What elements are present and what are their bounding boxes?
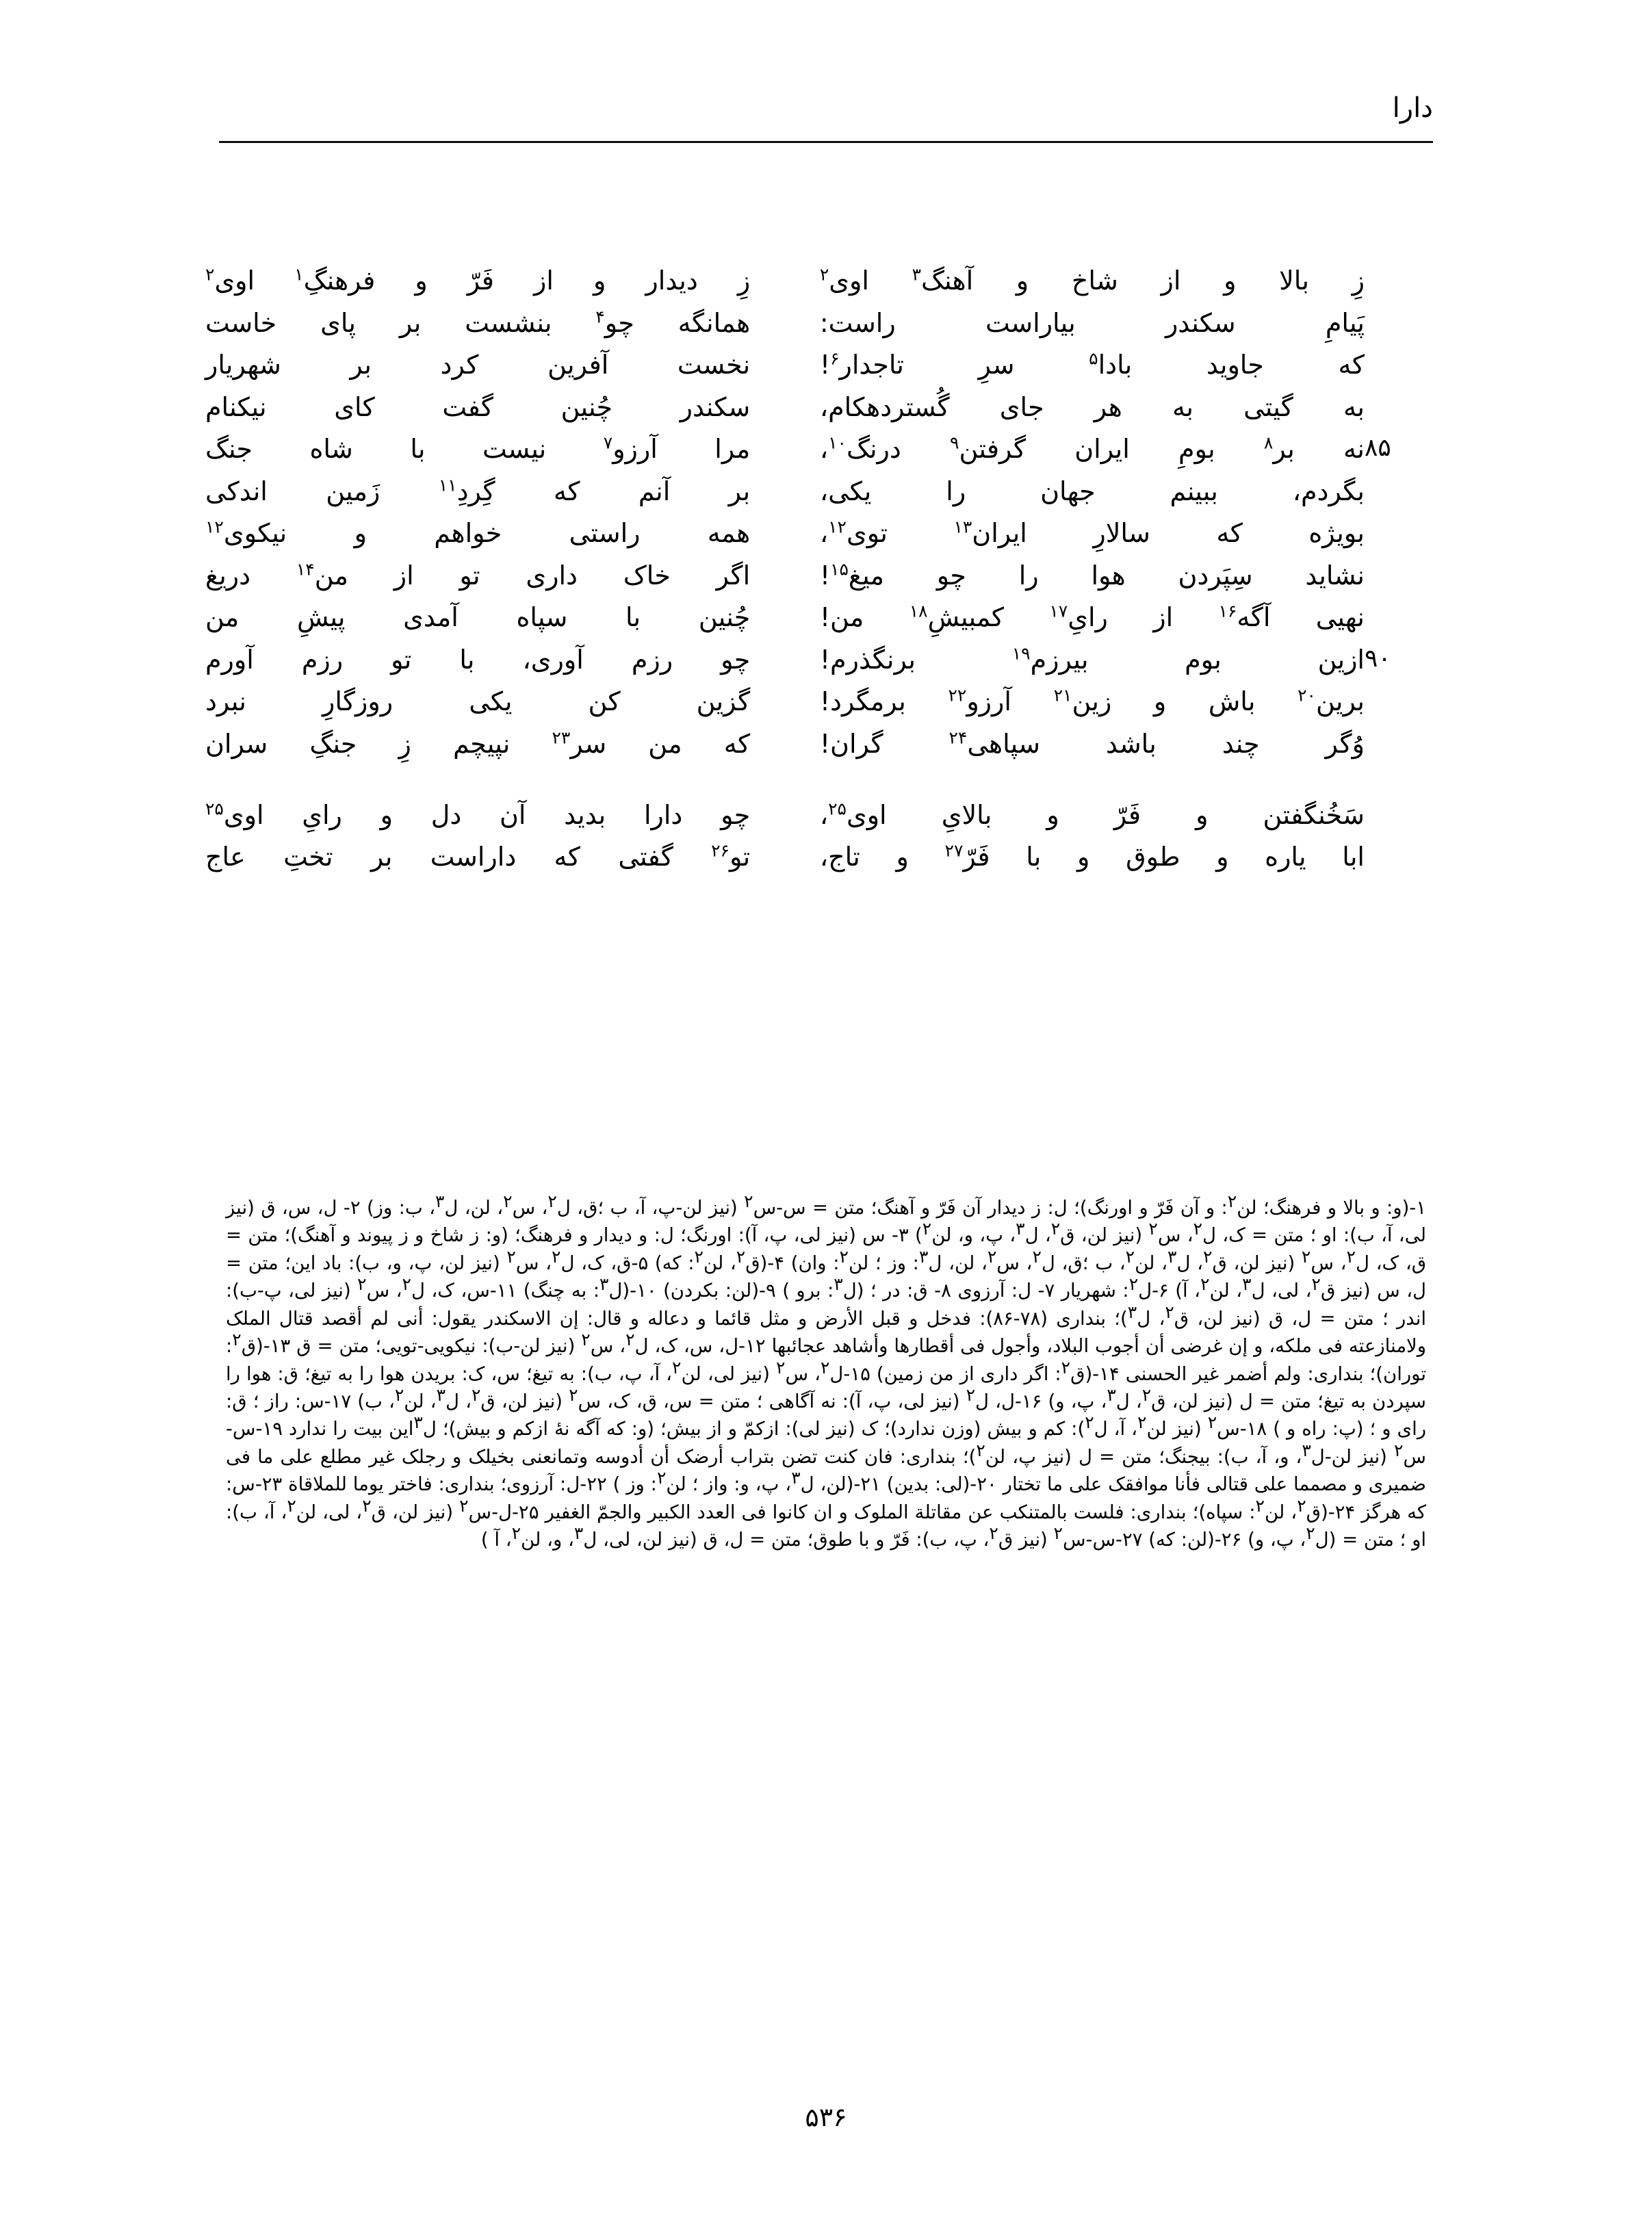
footnote-marker: ۱۹: [1011, 643, 1031, 664]
hemistich-first: چُنین با سپاه آمدی پیشِ من: [205, 602, 751, 633]
footnote-marker: ۶: [830, 348, 840, 369]
verse-area: [205, 260, 1447, 1061]
hemistich-second: ازین بوم بیرزم$^{۱۹}$ برنگذرم!: [819, 643, 1365, 675]
footnote-marker: ۹: [950, 432, 959, 453]
footnote-marker: ۲۵: [828, 798, 847, 818]
apparatus-superscript: ۲: [1050, 1219, 1061, 1239]
apparatus-superscript: ۲: [976, 1440, 985, 1460]
verse-couplet-row: [205, 344, 1447, 387]
footnote-marker: ۱۳: [953, 517, 972, 537]
footnote-marker: ۱۰: [828, 432, 847, 453]
couplet-spacer: [205, 766, 1447, 794]
column-gutter: [750, 260, 820, 302]
footnote-marker: ۲۳: [552, 727, 571, 748]
verse-table: [205, 260, 1447, 879]
verse-couplet-row: [205, 260, 1447, 302]
column-gutter: [750, 681, 820, 723]
apparatus-superscript: ۲: [1311, 1274, 1321, 1295]
critical-apparatus: [226, 1191, 1427, 1553]
hemistich-second: وُگر چند باشد سپاهی$^{۲۴}$ گران!: [819, 727, 1365, 760]
apparatus-superscript: ۲: [1297, 1495, 1306, 1516]
apparatus-superscript: ۳: [834, 1274, 843, 1295]
apparatus-superscript: ۲: [1203, 1246, 1213, 1267]
apparatus-superscript: ۲: [394, 1384, 404, 1405]
hemistich-second: نشاید سِپَردن هوا را چو میغ$^{۱۵}$!: [819, 559, 1365, 591]
page-header: [219, 94, 1433, 160]
footnote-marker: ۲۷: [944, 840, 964, 861]
apparatus-superscript: ۲: [966, 1384, 975, 1405]
apparatus-superscript: ۲: [1053, 1523, 1063, 1543]
apparatus-superscript: ۲: [357, 1274, 367, 1295]
apparatus-superscript: ۲: [1085, 1412, 1094, 1433]
column-gutter: [750, 302, 820, 345]
verse-number: [1365, 387, 1447, 429]
apparatus-superscript: ۲: [922, 1219, 932, 1239]
apparatus-superscript: ۲: [506, 1246, 516, 1267]
footnote-marker: ۲۴: [948, 727, 968, 748]
apparatus-superscript: ۳: [1167, 1246, 1177, 1267]
apparatus-superscript: ۲: [459, 1495, 469, 1516]
column-gutter: [750, 344, 820, 387]
hemistich-second: پَیامِ سکندر بیاراست راست:: [819, 307, 1365, 338]
hemistich-first: اگر خاک داری تو از من$^{۱۴}$ دریغ: [205, 559, 751, 591]
apparatus-superscript: ۲: [1346, 1246, 1356, 1267]
apparatus-superscript: ۳: [413, 1412, 423, 1433]
verse-number: [1365, 723, 1447, 766]
apparatus-superscript: ۲: [552, 1246, 561, 1267]
footnote-marker: ۵: [1089, 348, 1098, 369]
header-rule-divider: [219, 141, 1433, 143]
hemistich-first: مرا آرزو$^۷$ نیست با شاه جنگ: [205, 432, 751, 465]
apparatus-superscript: ۳: [1302, 1440, 1311, 1460]
hemistich-second: به گیتی به هر جای گُستردهکام،: [819, 391, 1365, 422]
apparatus-superscript: ۲: [1255, 1495, 1265, 1516]
verse-number: [1365, 471, 1447, 513]
verse-couplet-row: [205, 513, 1447, 555]
apparatus-superscript: ۲: [1128, 1274, 1139, 1295]
verse-couplet-row: [205, 681, 1447, 723]
hemistich-first: که من سر$^{۲۳}$ نپیچم زِ جنگِ سران: [205, 727, 751, 760]
verse-number: [1365, 681, 1447, 723]
apparatus-superscript: ۲: [362, 1495, 372, 1516]
verse-number: [1365, 597, 1447, 639]
verse-couplet-row: [205, 794, 1447, 837]
column-gutter: [750, 471, 820, 513]
apparatus-superscript: ۲: [694, 1246, 704, 1267]
apparatus-superscript: ۲: [1200, 1274, 1210, 1295]
footnote-marker: ۱۲: [828, 517, 847, 537]
column-gutter: [750, 723, 820, 766]
apparatus-superscript: ۲: [232, 1329, 242, 1349]
hemistich-second: نه بر$^۸$ بومِ ایران گرفتن$^۹$ درنگ$^{۱۰}$،: [819, 432, 1365, 465]
apparatus-superscript: ۲: [1125, 1246, 1135, 1267]
footnote-marker: ۲۰: [1298, 685, 1316, 706]
hemistich-first: نخست آفرین کرد بر شهریار: [205, 350, 751, 380]
hemistich-second: ابا یاره و طوق و با فَرّ$^{۲۷}$ و تاج،: [819, 840, 1365, 872]
footnote-marker: ۲۱: [1053, 685, 1072, 706]
apparatus-superscript: ۲: [1193, 1219, 1203, 1239]
column-gutter: [750, 639, 820, 682]
verse-couplet-row: [205, 597, 1447, 639]
hemistich-first: تو$^{۲۶}$ گفتی که داراست بر تختِ عاج: [205, 840, 751, 872]
apparatus-superscript: ۲: [989, 1523, 998, 1543]
page-number: ۵۳۶: [805, 2102, 847, 2132]
apparatus-superscript: ۲: [402, 1274, 411, 1295]
apparatus-superscript: ۳: [435, 1191, 445, 1211]
footnote-marker: ۸: [1263, 432, 1274, 453]
footnote-marker: ۱۱: [438, 475, 457, 495]
footnote-marker: ۱۷: [1049, 601, 1068, 621]
apparatus-superscript: ۳: [918, 1246, 929, 1267]
apparatus-superscript: ۲: [1301, 1246, 1311, 1267]
apparatus-superscript: ۲: [656, 1468, 667, 1488]
apparatus-superscript: ۲: [1306, 1523, 1315, 1543]
apparatus-superscript: ۲: [625, 1329, 635, 1349]
hemistich-second: که جاوید بادا$^۵$ سرِ تاجدار$^۶$!: [819, 348, 1365, 380]
column-gutter: [750, 428, 820, 471]
verse-couplet-row: [205, 471, 1447, 513]
apparatus-superscript: ۲: [776, 1357, 786, 1377]
verse-number: [1365, 260, 1447, 302]
apparatus-superscript: ۲: [1032, 1246, 1042, 1267]
apparatus-superscript: ۳: [436, 1384, 446, 1405]
apparatus-paragraph: ۱-(و: و بالا و فرهنگ؛ لن$^۲$: و آن فَرّ و اورنگ)؛ ل: ز دیدار آن فَرّ و آهنگ؛ متن = س-س$^۲$ (نیز لن-پ، آ، ب ؛ق، ل$^۲$، س$^۲$، لن، ل$^۳$، ب: وز) ۲- ل، س، ق (نیز لی، آ، ب): او ؛ متن = ک، ل$^۲$، س$^۲$ (نیز لن، ق$^۲$، ل$^۳$، پ، و، لن$^۲$) ۳- س (نیز لی، پ، آ): اورنگ؛ ل: و دیدار و فرهنگ؛ (و: ز شاخ و ز پیوند و آهنگ)؛ متن = ق، ک، ل$^۲$، س$^۲$ (نیز لن، ق$^۲$، ل$^۳$، لن$^۲$، ب ؛ق، ل$^۲$، س$^۲$، لن، ل$^۳$: وز ؛ لن$^۲$: وان) ۴-(ق$^۲$، لن$^۲$: که) ۵-ق، ک، ل$^۲$، س$^۲$ (نیز لن، پ، و، ب): باد این؛ متن = ل، س (نیز ق$^۲$، لی، ل$^۳$، لن$^۲$، آ) ۶-ل$^۲$: شهریار ۷- ل: آرزوی ۸- ق: در ؛ (ل$^۳$: برو ) ۹-(لن: بکردن) ۱۰-(ل$^۳$: به چنگ) ۱۱-س، ک، ل$^۲$، س$^۲$ (نیز لی، پ-ب): اندر ؛ متن = ل، ق (نیز لن، ق$^۲$، ل$^۳$)؛ بنداری (۷۸-۸۶): فدخل و قبل الأرض و مثل قائما و دعاله و قال: إن الاسكندر يقول: أنی لم أقصد قتال الملک ولامنازعته فی ملكه، و إن غرضی أن أجوب البلاد، وأجول فی أقطارها وأشاهد عجائبها ۱۲-ل، س، ک، ل$^۲$، س$^۲$ (نیز لن-ب): نیکویی-تویی؛ متن = ق ۱۳-(ق$^۲$: توران)؛ بنداری: ولم أضمر غیر الحسنی ۱۴-(ق$^۲$: اگر داری از من زمین) ۱۵-ل$^۲$، س$^۲$ (نیز لی، لن$^۲$، آ، پ، ب): به تیغ؛ س، ک: بریدن هوا را به تیغ؛ ق: هوا را سپردن به تیغ؛ متن = ل (نیز لن، ق$^۲$، ل$^۳$، پ، و) ۱۶-ل، ل$^۲$ (نیز لی، پ، آ): نه آگاهی ؛ متن = س، ق، ک، س$^۲$ (نیز لن، ق$^۲$، ل$^۳$، لن$^۲$، ب) ۱۷-س: راز ؛ ق: رای و ؛ (پ: راه و ) ۱۸-س$^۲$ (نیز لن$^۲$، آ، ل$^۲$): کم و بیش (وزن ندارد)؛ ک (نیز لی): ازکمّ و از بیش؛ (و: که آگه نهٔ ازکم و بیش)؛ ل$^۳$این بیت را ندارد ۱۹-س-س$^۲$ (نیز لن-ل$^۳$، و، آ، ب): بیجنگ؛ متن = ل (نیز پ، لن$^۲$)؛ بنداری: فان کنت تضن بتراب أرضک أن أدوسه وتمانعنی بخیلک و رجلک غیر مطلع علی ما فی ضمیری و مصمما علی قتالی فأنا موافقک علی ما تختار ۲۰-(لی: بدین) ۲۱-(لن، ل$^۳$، پ، و: واز ؛ لن$^۲$: وز ) ۲۲-ل: آرزوی؛ بنداری: فاختر یوما للملاقاة ۲۳-س: که هرگز ۲۴-(ق$^۲$، لن$^۲$: سپاه)؛ بنداری: فلست بالمتنكب عن مقاتلة الملوک و ان کانوا فی العدد الكبیر والجمّ الغفیر ۲۵-ل-س$^۲$ (نیز لن، ق$^۲$، لی، لن$^۲$، آ، ب): او ؛ متن = (ل$^۲$، پ، و) ۲۶-(لن: که) ۲۷-س-س$^۲$ (نیز ق$^۲$، پ، ب): فَرّ و با طوق؛ متن = ل، ق (نیز لن، لی، ل$^۳$، و، لن$^۲$، آ ): [226, 1191, 1427, 1551]
verse-couplet-row: [205, 555, 1447, 597]
verse-number: [1365, 344, 1447, 387]
apparatus-superscript: ۲: [547, 1191, 557, 1211]
footnote-marker: ۱۵: [830, 559, 849, 580]
verse-couplet-row: [205, 387, 1447, 429]
apparatus-superscript: ۳: [1242, 1274, 1252, 1295]
hemistich-first: همه راستی خواهم و نیکوی$^{۱۲}$: [205, 517, 751, 549]
verse-couplet-row: [205, 302, 1447, 345]
verse-number: [1365, 302, 1447, 345]
footnote-marker: ۱۴: [296, 559, 315, 580]
apparatus-superscript: ۲: [1393, 1440, 1404, 1460]
verse-number: [1365, 836, 1447, 879]
footnote-marker: ۱: [294, 264, 304, 285]
apparatus-superscript: ۲: [569, 1384, 578, 1405]
hemistich-first: بر آنم که گِردِ$^{۱۱}$ زَمین اندکی: [205, 475, 751, 506]
hemistich-first: زِ دیدار و از فَرّ و فرهنگِ$^۱$ اوی$^۲$: [205, 264, 751, 296]
hemistich-first: چو رزم آوری، با تو رزم آورم: [205, 644, 751, 675]
footnote-marker: ۱۶: [1218, 601, 1237, 621]
verse-number: ۸۵: [1365, 434, 1391, 463]
column-gutter: [750, 794, 820, 837]
apparatus-superscript: ۳: [1107, 1384, 1116, 1405]
column-gutter: [750, 387, 820, 429]
hemistich-first: گزین کن یکی روزگارِ نبرد: [205, 686, 751, 717]
apparatus-superscript: ۲: [1207, 1412, 1217, 1433]
footnote-marker: ۱۲: [205, 517, 224, 537]
footnote-marker: ۲: [205, 264, 215, 285]
apparatus-superscript: ۲: [1165, 1302, 1174, 1322]
verse-number: [1365, 513, 1447, 555]
verse-couplet-row: [205, 428, 1447, 471]
apparatus-superscript: ۳: [1016, 1219, 1025, 1239]
footnote-marker: ۷: [603, 432, 613, 453]
footnote-marker: ۱۸: [909, 601, 928, 621]
apparatus-superscript: ۲: [1141, 1384, 1152, 1405]
apparatus-superscript: ۲: [471, 1384, 481, 1405]
verse-number: [1365, 555, 1447, 597]
apparatus-superscript: ۳: [1127, 1302, 1137, 1322]
apparatus-superscript: ۲: [1227, 1191, 1237, 1211]
verse-number: [1365, 794, 1447, 837]
apparatus-superscript: ۳: [599, 1274, 609, 1295]
verse-couplet-row: [205, 836, 1447, 879]
hemistich-second: بویژه که سالارِ ایران$^{۱۳}$ توی$^{۱۲}$،: [819, 517, 1365, 549]
apparatus-superscript: ۲: [1061, 1357, 1071, 1377]
verse-couplet-row: [205, 639, 1447, 682]
apparatus-superscript: ۲: [1148, 1219, 1158, 1239]
verse-number: ۹۰: [1365, 644, 1391, 673]
apparatus-superscript: ۲: [672, 1357, 682, 1377]
apparatus-superscript: ۲: [287, 1495, 296, 1516]
verse-couplet-row: [205, 723, 1447, 766]
apparatus-superscript: ۲: [511, 1523, 521, 1543]
footnote-marker: ۲۵: [205, 798, 224, 818]
footnote-marker: ۲۲: [948, 685, 967, 706]
apparatus-superscript: ۲: [1137, 1412, 1147, 1433]
footnote-marker: ۲۶: [711, 840, 730, 861]
running-title: دارا: [1392, 92, 1433, 124]
column-gutter: [750, 597, 820, 639]
apparatus-superscript: ۲: [987, 1246, 997, 1267]
hemistich-second: سَخُنگفتن و فَرّ و بالایِ اوی$^{۲۵}$،: [819, 798, 1365, 830]
footnote-marker: ۲: [819, 264, 829, 285]
hemistich-second: بگردم، ببینم جهان را یکی،: [819, 476, 1365, 506]
column-gutter: [750, 513, 820, 555]
apparatus-superscript: ۳: [573, 1523, 584, 1543]
footnote-marker: ۴: [595, 306, 605, 326]
apparatus-superscript: ۳: [791, 1468, 801, 1488]
hemistich-second: زِ بالا و از شاخ و آهنگ$^۳$ اوی$^۲$: [819, 264, 1365, 296]
hemistich-first: همانگه چو$^۴$ بنشست بر پای خاست: [205, 306, 751, 338]
hemistich-first: سکندر چُنین گفت کای نیکنام: [205, 391, 751, 422]
column-gutter: [750, 555, 820, 597]
apparatus-superscript: ۲: [820, 1357, 830, 1377]
column-gutter: [750, 836, 820, 879]
hemistich-first: چو دارا بدید آن دل و رایِ اوی$^{۲۵}$: [205, 798, 751, 830]
apparatus-superscript: ۲: [736, 1246, 746, 1267]
apparatus-superscript: ۲: [581, 1329, 591, 1349]
hemistich-second: برین$^{۲۰}$ باش و زین$^{۲۱}$ آرزو$^{۲۲}$ برمگرد!: [819, 685, 1365, 717]
hemistich-second: نهیی آگه$^{۱۶}$ از رایِ$^{۱۷}$ کمبیشِ$^{۱۸}$ من!: [819, 601, 1365, 633]
footnote-marker: ۳: [912, 264, 922, 285]
apparatus-superscript: ۲: [503, 1191, 513, 1211]
apparatus-superscript: ۲: [744, 1191, 753, 1211]
apparatus-superscript: ۲: [839, 1246, 849, 1267]
